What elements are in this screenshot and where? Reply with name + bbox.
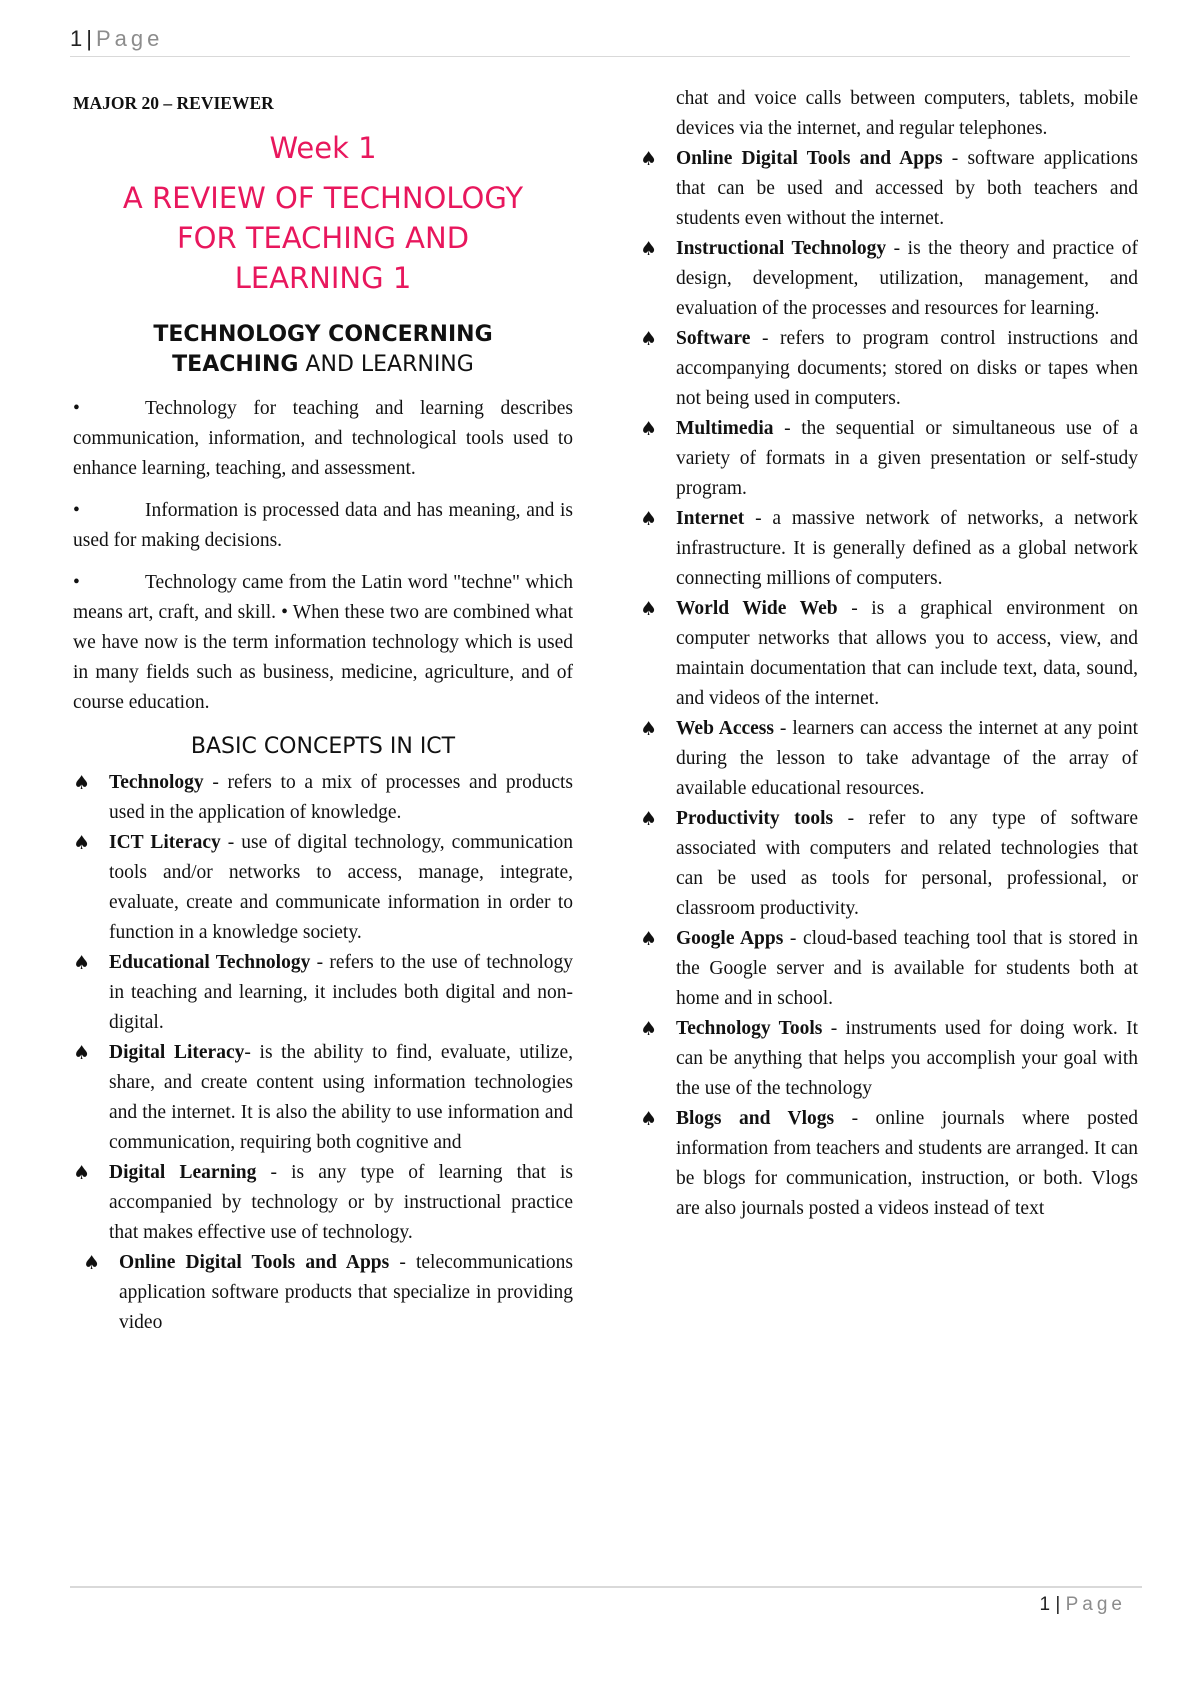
footer-page-number: 1 <box>1039 1594 1051 1615</box>
concept-definition: - the sequential or simultaneous use of a variety of formats in a given presentation or self-study program. <box>676 418 1138 499</box>
spade-bullet-icon: ♠ <box>640 928 658 950</box>
spade-bullet-icon: ♠ <box>640 1018 658 1040</box>
list-item <box>640 504 1138 594</box>
concept-definition: - refer to any type of software associated with computers and related technologies that can be used as tools for personal, professional, or classroom productivity. <box>676 808 1138 919</box>
heading-bold-part: TEACHING <box>172 352 299 377</box>
page-header <box>70 26 1130 57</box>
list-item <box>640 234 1138 324</box>
list-item <box>640 804 1138 924</box>
concept-term: ICT Literacy <box>109 832 221 853</box>
title-line: LEARNING 1 <box>234 261 412 295</box>
concept-term: Productivity tools <box>676 808 834 829</box>
spade-bullet-icon: ♠ <box>640 418 658 440</box>
title-line: A REVIEW OF TECHNOLOGY <box>122 181 524 215</box>
spade-bullet-icon: ♠ <box>640 1108 658 1130</box>
reviewer-label: MAJOR 20 – REVIEWER <box>73 93 274 113</box>
concept-term: World Wide Web <box>676 598 838 619</box>
concept-definition: - online journals where posted information from teachers and students are arranged. It can be blogs for communication, instruction, or both. Vlogs are also journals posted a videos instead of text <box>676 1108 1138 1219</box>
list-item <box>73 1158 573 1248</box>
concept-term: Software <box>676 328 751 349</box>
list-item <box>640 924 1138 1014</box>
left-column <box>73 84 573 1338</box>
bullet-paragraph <box>73 496 573 556</box>
spade-bullet-icon: ♠ <box>73 1162 91 1184</box>
concept-term: Multimedia <box>676 418 774 439</box>
spade-bullet-icon: ♠ <box>73 952 91 974</box>
list-item <box>73 1248 573 1338</box>
concept-definition: - instruments used for doing work. It can be anything that helps you accomplish your goal with the use of the technology <box>676 1018 1138 1099</box>
concept-definition: - a massive network of networks, a network infrastructure. It is generally defined as a global network connecting millions of computers. <box>676 508 1138 589</box>
week-heading: Week 1 <box>269 131 377 165</box>
list-item <box>640 324 1138 414</box>
bullet-paragraph <box>73 394 573 484</box>
concept-definition: - is the ability to find, evaluate, utilize, share, and create content using information technologies and the internet. It is also the ability to use information and communication, requiring both cognitive and <box>109 1042 573 1153</box>
concept-definition: - refers to a mix of processes and products used in the application of knowledge. <box>109 772 573 823</box>
concept-term: Google Apps <box>676 928 784 949</box>
paragraph-text: Information is processed data and has meaning, and is used for making decisions. <box>73 500 573 551</box>
bullet-dot: • <box>73 572 80 593</box>
concept-term: Internet <box>676 508 745 529</box>
list-item <box>73 768 573 828</box>
concept-definition: - telecommunications application software products that specialize in providing video <box>119 1252 573 1333</box>
concept-term: Instructional Technology <box>676 238 887 259</box>
spade-bullet-icon: ♠ <box>640 718 658 740</box>
concept-term: Digital Learning <box>109 1162 257 1183</box>
list-item <box>640 1014 1138 1104</box>
concept-definition: - is any type of learning that is accompanied by technology or by instructional practice that makes effective use of technology. <box>109 1162 573 1243</box>
spade-bullet-icon: ♠ <box>640 238 658 260</box>
spade-bullet-icon: ♠ <box>640 328 658 350</box>
concept-definition: - is the theory and practice of design, development, utilization, management, and evaluation of the processes and resources for learning. <box>676 238 1138 319</box>
section-heading-basic-concepts: BASIC CONCEPTS IN ICT <box>190 734 456 759</box>
list-item <box>640 714 1138 804</box>
concept-list <box>73 768 573 1338</box>
spade-bullet-icon: ♠ <box>73 772 91 794</box>
concept-definition: - use of digital technology, communication tools and/or networks to access, manage, integrate, evaluate, create and communicate information in order to function in a knowledge society. <box>109 832 573 943</box>
spade-bullet-icon: ♠ <box>640 148 658 170</box>
concept-definition: - refers to program control instructions and accompanying documents; stored on disks or tapes when not being used in computers. <box>676 328 1138 409</box>
spade-bullet-icon: ♠ <box>73 832 91 854</box>
concept-term: Online Digital Tools and Apps <box>676 148 943 169</box>
spade-bullet-icon: ♠ <box>640 598 658 620</box>
bullet-dot: • <box>73 398 80 419</box>
document-title <box>73 178 573 298</box>
footer-page-word: Page <box>1065 1594 1126 1615</box>
list-item <box>640 144 1138 234</box>
concept-definition: - learners can access the internet at any point during the lesson to take advantage of the array of available educational resources. <box>676 718 1138 799</box>
header-page-word: Page <box>95 26 164 51</box>
spade-bullet-icon: ♠ <box>640 508 658 530</box>
list-item <box>73 828 573 948</box>
spade-bullet-icon: ♠ <box>640 808 658 830</box>
concept-definition: - software applications that can be used and accessed by both teachers and students even without the internet. <box>676 148 1138 229</box>
bullet-dot: • <box>73 500 80 521</box>
concept-term: Digital Literacy <box>109 1042 245 1063</box>
page-footer <box>70 1586 1142 1615</box>
concept-list <box>640 144 1138 1224</box>
concept-term: Educational Technology <box>109 952 311 973</box>
title-line: FOR TEACHING AND <box>176 221 470 255</box>
header-page-number: 1 <box>70 26 83 51</box>
heading-regular-part: AND LEARNING <box>298 352 474 377</box>
list-item <box>640 594 1138 714</box>
concept-term: Online Digital Tools and Apps <box>119 1252 390 1273</box>
concept-term: Technology <box>109 772 204 793</box>
spade-bullet-icon: ♠ <box>73 1042 91 1064</box>
concept-definition: - is a graphical environment on computer networks that allows you to access, view, and maintain documentation that can include text, data, sound, and videos of the internet. <box>676 598 1138 709</box>
right-column <box>640 84 1138 1224</box>
footer-separator: | <box>1055 1594 1061 1615</box>
concept-definition: - refers to the use of technology in teaching and learning, it includes both digital and non-digital. <box>109 952 574 1033</box>
section-heading-technology <box>73 320 573 380</box>
heading-bold-part: TECHNOLOGY CONCERNING <box>153 322 493 347</box>
continued-definition: chat and voice calls between computers, tablets, mobile devices via the internet, and regular telephones. <box>676 88 1138 139</box>
list-item <box>73 1038 573 1158</box>
concept-term: Blogs and Vlogs <box>676 1108 835 1129</box>
list-item <box>640 414 1138 504</box>
paragraph-text: Technology came from the Latin word "techne" which means art, craft, and skill. • When these two are combined what we have now is the term information technology which is used in many fields such as business, medicine, agriculture, and of course education. <box>73 572 573 713</box>
paragraph-text: Technology for teaching and learning describes communication, information, and technological tools used to enhance learning, teaching, and assessment. <box>73 398 573 479</box>
concept-term: Technology Tools <box>676 1018 823 1039</box>
list-item <box>73 948 573 1038</box>
bullet-paragraph <box>73 568 573 718</box>
spade-bullet-icon: ♠ <box>83 1252 101 1274</box>
header-separator: | <box>86 26 92 51</box>
concept-term: Web Access <box>676 718 774 739</box>
footer-page-label <box>1040 1594 1126 1616</box>
concept-definition: - cloud-based teaching tool that is stored in the Google server and is available for students both at home and in school. <box>676 928 1138 1009</box>
list-item <box>640 1104 1138 1224</box>
